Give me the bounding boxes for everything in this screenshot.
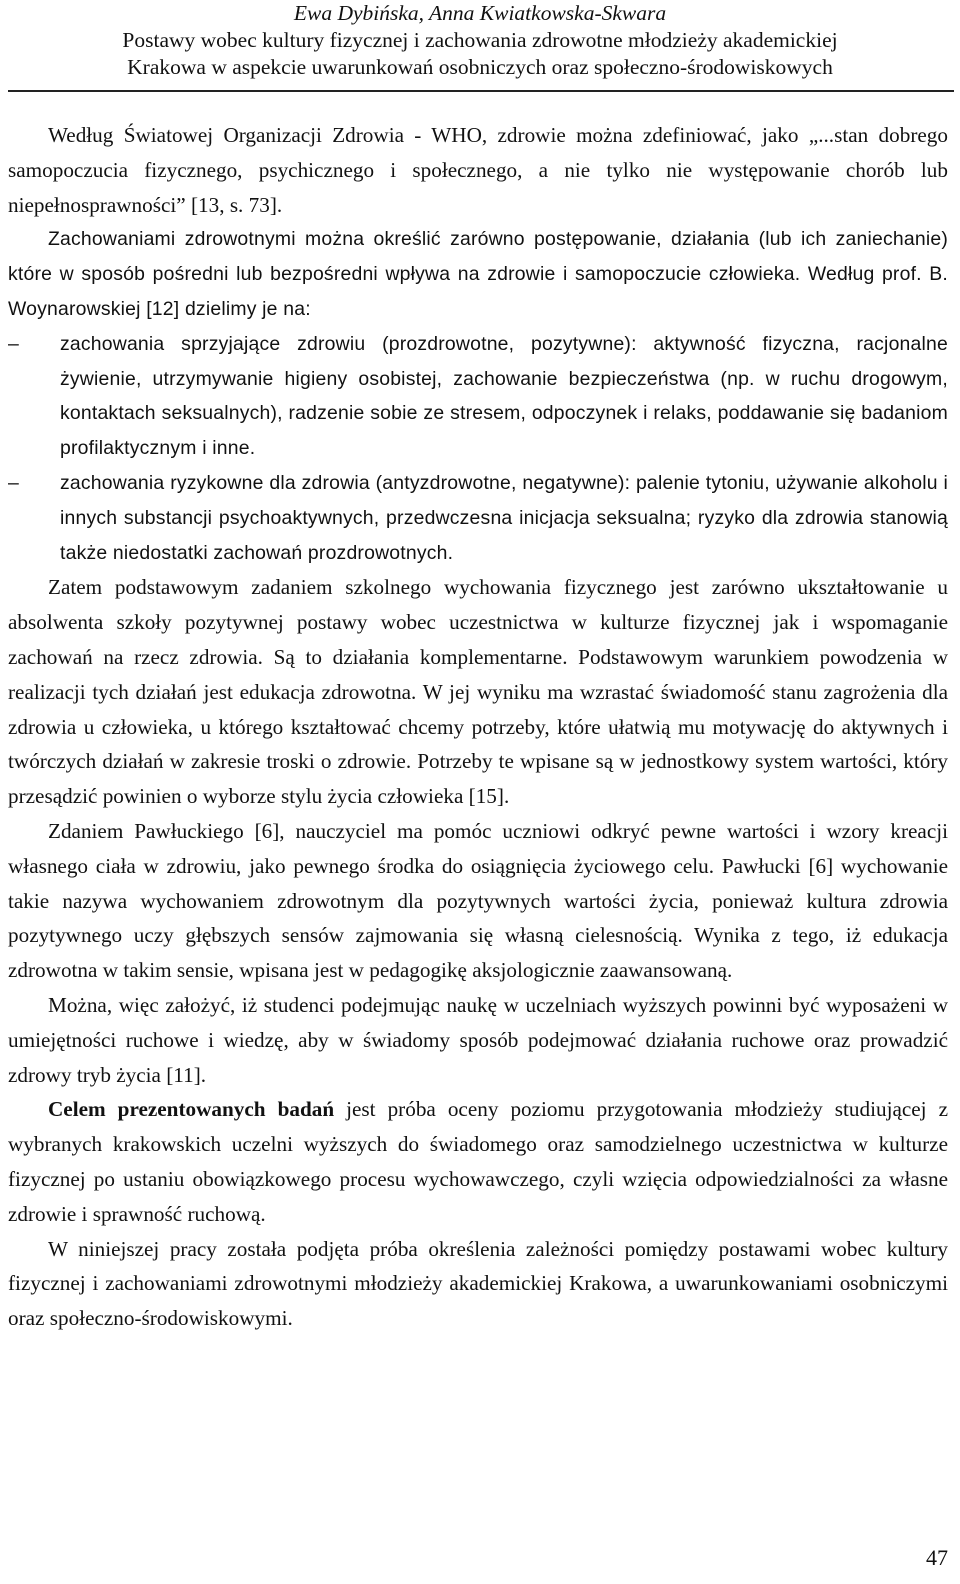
header-rule: [8, 90, 954, 92]
health-behaviours-block: [8, 222, 948, 570]
paragraph-pawlucki: Zdaniem Pawłuckiego [6], nauczyciel ma pomóc uczniowi odkryć pewne wartości i wzory kreacji własnego ciała w zdrowiu, jako pewnego środka do osiągnięcia życiowego celu. Pawłucki [6] wychowanie takie nazywa wychowaniem zdrowotnym dla pozytywnych wartości życia, ponieważ kultura zdrowia pozytywnego uczy głębszych sensów zajmowania się własną cielesnością. Wynika z tego, iż edukacja zdrowotna w takim sensie, wpisana jest w pedagogikę aksjologicznie zaawansowaną.: [8, 818, 948, 983]
behaviours-list: [8, 327, 948, 571]
main-text: [8, 118, 948, 1336]
list-item-text: zachowania sprzyjające zdrowiu (prozdrowotne, pozytywne): aktywność fizyczna, racjonalne żywienie, utrzymywanie higieny osobistej, zachowanie bezpieczeństwa (np. w ruchu drogowym, kontaktach seksualnych), radzenie sobie ze stresem, odpoczynek i relaks, poddawanie się badaniom profilaktycznym i inne.: [60, 332, 948, 460]
research-aim-bold: Celem prezentowanych badań: [48, 1097, 335, 1122]
running-header: [8, 0, 952, 81]
paragraph-research-aim: [8, 1092, 948, 1231]
paragraph-study-scope: W niniejszej pracy została podjęta próba określenia zależności pomiędzy postawami wobec kultury fizycznej i zachowaniami zdrowotnymi młodzieży akademickiej Krakowa, a uwarunkowaniami osobniczymi oraz społeczno-środowiskowymi.: [8, 1236, 948, 1331]
list-item: [8, 327, 948, 466]
paragraph-health-behaviours: Zachowaniami zdrowotnymi można określić zarówno postępowanie, działania (lub ich zaniechanie) które w sposób pośredni lub bezpośredni wpływa na zdrowie i samopoczucie człowieka. Według prof. B. Woynarowskiej [12] dzielimy je na:: [8, 228, 948, 320]
header-title-line-2: Krakowa w aspekcie uwarunkowań osobniczych oraz społeczno-środowiskowych: [127, 55, 833, 79]
list-item: [8, 466, 948, 570]
dash-bullet: –: [8, 332, 19, 355]
dash-bullet: –: [8, 471, 19, 494]
header-title-line-1: Postawy wobec kultury fizycznej i zachowania zdrowotne młodzieży akademickiej: [122, 28, 838, 52]
paragraph-students: Można, więc założyć, iż studenci podejmując naukę w uczelniach wyższych powinni być wyposażeni w umiejętności ruchowe i wiedzę, aby w świadomy sposób podejmować działania ruchowe oraz prowadzić zdrowy tryb życia [11].: [8, 992, 948, 1087]
paragraph-school-pe: Zatem podstawowym zadaniem szkolnego wychowania fizycznego jest zarówno ukształtowanie u absolwenta szkoły pozytywnej postawy wobec uczestnictwa w kulturze fizycznej jak i wspomaganie zachowań na rzecz zdrowia. Są to działania komplementarne. Podstawowym warunkiem powodzenia w realizacji tych działań jest edukacja zdrowotna. W jej wyniku ma wzrastać świadomość stanu zagrożenia dla zdrowia u człowieka, u którego kształtować chcemy potrzeby, które ułatwią mu motywację do aktywnych i twórczych działań w zakresie troski o zdrowie. Potrzeby te wpisane są w jednostkowy system wartości, który przesądzić powinien o wyborze stylu życia człowieka [15].: [8, 575, 948, 809]
header-authors: Ewa Dybińska, Anna Kwiatkowska-Skwara: [293, 1, 667, 25]
paragraph-who-definition: Według Światowej Organizacji Zdrowia - WHO, zdrowie można zdefiniować, jako „...stan dobrego samopoczucia fizycznego, psychicznego i społecznego, a nie tylko nie występowanie chorób lub niepełnosprawności” [13, s. 73].: [8, 123, 948, 217]
research-aim-text: jest próba oceny poziomu przygotowania młodzieży studiującej z wybranych krakowskich uczelni wyższych do świadomego oraz samodzielnego uczestnictwa w kulturze fizycznej po ustaniu obowiązkowego procesu wychowawczego, czyli wzięcia odpowiedzialności za własne zdrowie i sprawność ruchową.: [8, 1097, 948, 1226]
list-item-text: zachowania ryzykowne dla zdrowia (antyzdrowotne, negatywne): palenie tytoniu, używanie alkoholu i innych substancji psychoaktywnych, przedwczesna inicjacja seksualna; ryzyko dla zdrowia stanowią także niedostatki zachowań prozdrowotnych.: [60, 471, 948, 564]
page-number: 47: [926, 1545, 948, 1570]
